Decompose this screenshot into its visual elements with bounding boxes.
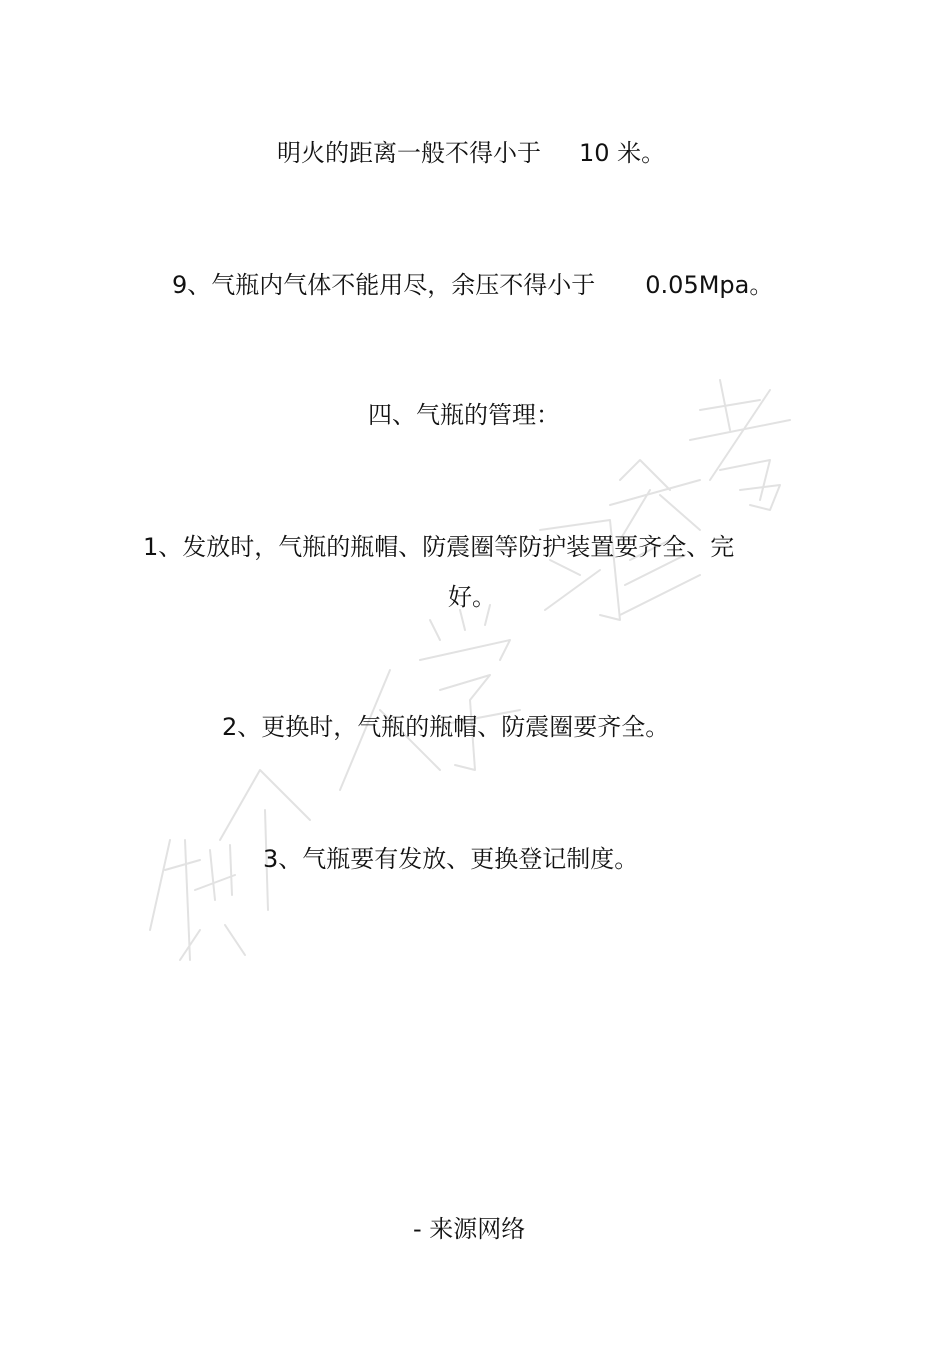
footer-source (413, 1214, 525, 1244)
text-line-distance (277, 138, 665, 168)
text-line-item-9 (172, 270, 773, 300)
item-1-text: 1、发放时，气瓶的瓶帽、防震圈等防护装置要齐全、完 (143, 533, 735, 561)
footer-text: - 来源网络 (413, 1215, 526, 1243)
text-line-item-1-cont (448, 582, 496, 612)
item-9-text: 9、气瓶内气体不能用尽，余压不得小于 (172, 271, 596, 299)
item-1-cont-text: 好。 (448, 583, 496, 611)
distance-value: 10 米。 (579, 139, 666, 167)
section-heading-text: 四、气瓶的管理： (368, 401, 560, 429)
watermark-graphic (140, 370, 820, 970)
text-line-item-3 (263, 844, 638, 874)
distance-text: 明火的距离一般不得小于 (277, 139, 541, 167)
item-3-text: 3、气瓶要有发放、更换登记制度。 (263, 845, 639, 873)
text-line-item-1 (143, 532, 734, 562)
text-line-item-2 (222, 712, 669, 742)
item-9-value: 0.05Mpa。 (645, 271, 774, 299)
item-2-text: 2、更换时，气瓶的瓶帽、防震圈要齐全。 (222, 713, 670, 741)
section-heading (368, 400, 560, 430)
